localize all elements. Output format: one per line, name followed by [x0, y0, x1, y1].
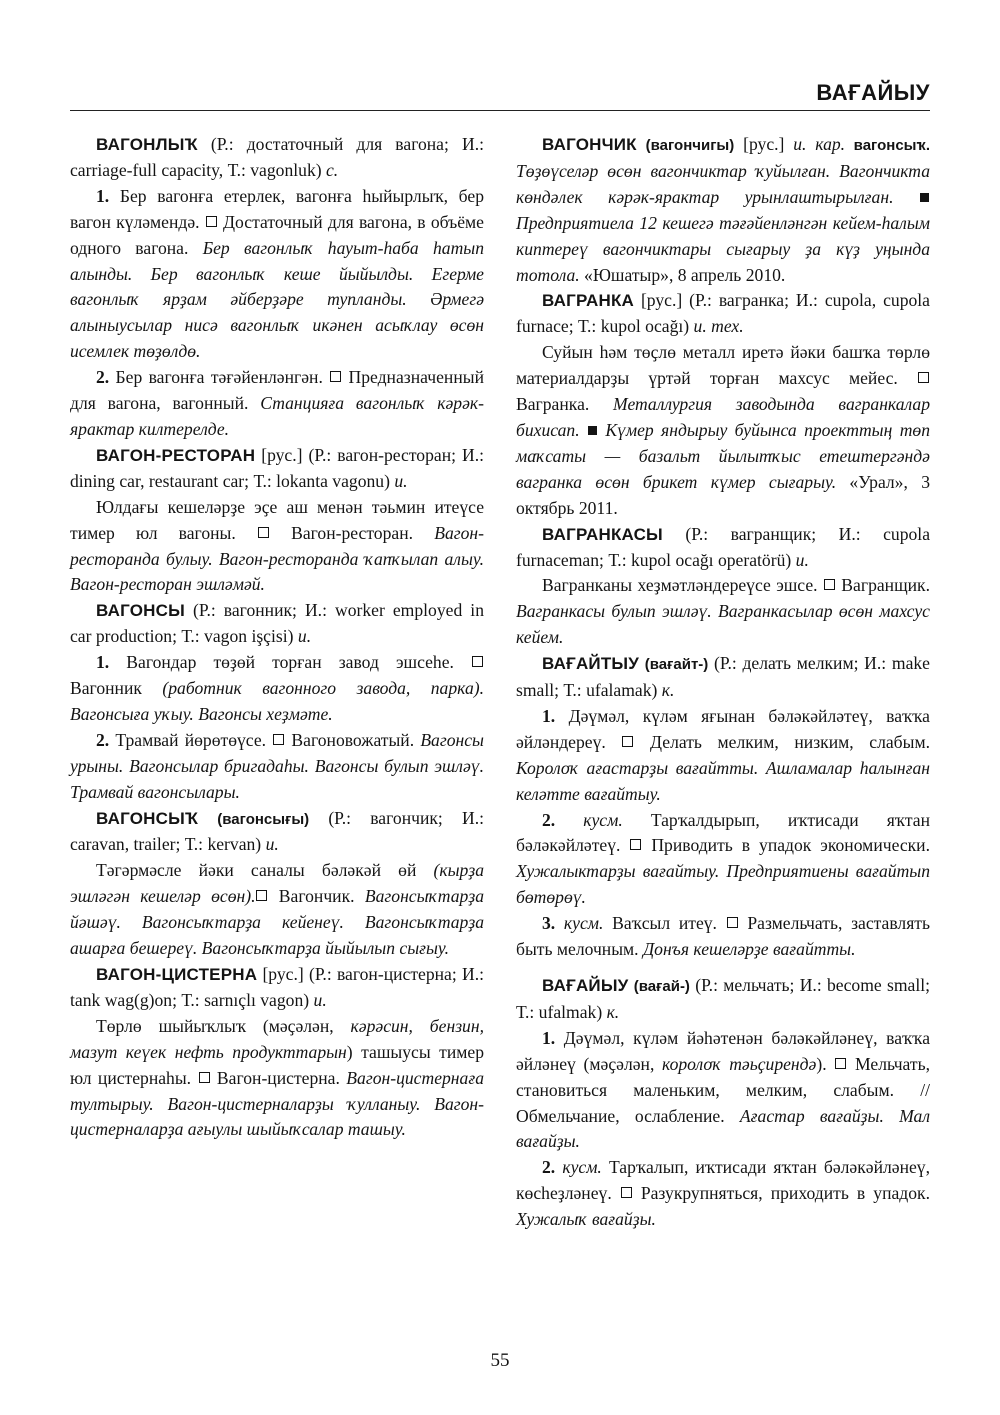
etymology: (Р.: вагончик; И.: caravan, trailer; Т.: kervan): [70, 807, 484, 855]
entry-vagranka: [516, 288, 930, 340]
headword: ВАГРАНКАСЫ: [542, 524, 663, 544]
running-head: ВАҒАЙЫУ: [816, 80, 930, 105]
definition: Бер вагонға етерлек, вагонға һыйырлыҡ, бер вагон күләмендә.: [70, 185, 484, 232]
russian-equivalent: Вагоновожатый.: [285, 729, 421, 750]
part-of-speech: к.: [606, 1001, 620, 1022]
sense-1: [516, 1026, 930, 1156]
etymology: (Р.: мельчать; И.: become small; Т.: ufalmak): [516, 975, 930, 1022]
entry-vagrankasy: [516, 522, 930, 574]
etymology: (Р.: вагонник; И.: worker employed in car production; Т.: vagon işçisi): [70, 600, 484, 647]
examples: Вагон-цистернаға тултырыу. Вагон-цистерналарҙы ҡулланыу. Вагон-цистерналарҙа ағыулы шыйыҡсалар ташыу.: [70, 1067, 484, 1140]
etymology: [рус.]: [734, 134, 794, 154]
definition: Бер вагонға тәғәйенләнгән.: [109, 367, 330, 388]
russian-equivalent: Вагранка.: [516, 394, 614, 415]
header-rule: [70, 110, 930, 111]
entry-vagonlyk: [70, 132, 484, 184]
part-of-speech: и.: [265, 834, 279, 855]
definition-paragraph: [70, 858, 484, 962]
headword: ВАГОНЛЫҠ: [96, 135, 198, 154]
headword: ВАГОНСЫ: [96, 601, 185, 621]
sense-number: 2.: [96, 729, 110, 750]
definition: Трамвай йөрөтөүсе.: [109, 729, 273, 750]
definition-paragraph: [70, 1014, 484, 1144]
etymology: (Р.: делать мелким; И.: make small; Т.: ufalamak): [516, 653, 930, 701]
definition-cont: ) ташыусы тимер юл цистернаһы.: [70, 1041, 484, 1088]
examples: (работник вагонного завода, парка). Вагонсыға уҡыу. Вагонсы хеҙмәте.: [70, 678, 484, 724]
russian-equivalent: Вагон-цистерна.: [210, 1067, 347, 1088]
right-column: [516, 132, 930, 1233]
definition: Дәүмәл, күләм яғынан бәләкәйләтеү, ваҡҡа әйләндереү.: [516, 705, 930, 752]
square-icon: [835, 1058, 846, 1069]
quotation: Предприятиела 12 кешегә тәғәйенләнгән кейем-һалым киптереү вагончиктары сығарыу ҙа күҙ уңында тотола.: [516, 212, 930, 285]
sense-number: 3.: [542, 913, 556, 934]
part-of-speech: и.: [297, 626, 312, 647]
part-of-speech: и.: [313, 989, 327, 1010]
headword: ВАГОН-ЦИСТЕРНА: [96, 965, 258, 984]
black-square-icon: [588, 426, 597, 435]
definition: Юлдағы кешеләрҙе эҫе аш менән тәьмин итеүсе тимер юл вагоны.: [70, 496, 484, 543]
headword: ВАГОН-РЕСТОРАН: [96, 445, 256, 465]
definition: Ваҡсыл итеү.: [603, 913, 726, 934]
examples: Төҙөүселәр өсөн вагончиктар ҡуйылған. Вагончикта көндәлек кәрәк-ярактар урынлаштырылған.: [516, 160, 930, 207]
sense-number: 2.: [542, 1157, 556, 1178]
sense-number: 2.: [96, 367, 110, 388]
square-icon: [630, 839, 641, 850]
sense-number: 1.: [542, 705, 556, 726]
examples: Станцияға вагонлыҡ кәрәк-ярактар килтерелде.: [70, 393, 484, 439]
russian-equivalent: Вагончик.: [268, 886, 365, 907]
sense-number: 2.: [542, 809, 556, 830]
square-icon: [273, 734, 284, 745]
definition-note: кәрәсин, бензин, мазут кеүек нефть продукттарын: [70, 1015, 484, 1062]
sense-1: [516, 704, 930, 808]
part-of-speech: и. тех.: [693, 316, 744, 337]
sense-2: [70, 365, 484, 443]
sense-1: [70, 184, 484, 365]
definition-note: королоҡ тәьҫирендә: [662, 1053, 817, 1074]
etymology: (Р.: вагранщик; И.: cupola furnaceman; Т.: kupol ocağı operatörü): [516, 523, 930, 570]
definition-paragraph: [70, 495, 484, 599]
entry-vagonchik: [516, 132, 930, 288]
russian-equivalent: Разукрупняться, приходить в упадок.: [632, 1183, 930, 1204]
etymology: [рус.] (Р.: вагранка; И.: cupola, cupola furnace; Т.: kupol ocağı): [516, 290, 930, 337]
usage-label: кусм.: [555, 809, 623, 830]
grammatical-form: (вагонсығы): [217, 810, 310, 828]
headword: ВАГОНСЫҠ: [96, 808, 199, 828]
definition: Вагранканы хеҙмәтләндереүсе эшсе.: [542, 575, 818, 596]
entry-vagonsy: [70, 598, 484, 650]
grammatical-form: (вағай-): [633, 978, 690, 995]
definition-cont: ).: [816, 1053, 835, 1074]
russian-equivalent: Вагонник: [70, 678, 163, 699]
examples: Бер вагонлыҡ һауыт-һаба һатып алынды. Бер вагонлыҡ кеше йыйылды. Егерме вагонлыҡ ярҙам әйберҙәре тупланды. Әрмегә алыныусылар нисә вагонлыҡ икәнен асыҡлау өсөн исемлек төҙөлдө.: [70, 237, 484, 362]
square-icon: [258, 527, 269, 538]
left-column: [70, 132, 484, 1143]
grammatical-form: (вағайт-): [644, 656, 709, 674]
headword: ВАГРАНКА: [542, 291, 634, 311]
sense-2: [516, 808, 930, 912]
examples: Вагранкасы булып эшләү. Вагранкасылар өсөн махсус кейем.: [516, 601, 930, 648]
headword: ВАҒАЙТЫУ: [542, 654, 640, 674]
entry-vagon-tsisterna: [70, 962, 484, 1014]
definition: Төрлө шыйыҡлыҡ (мәҫәлән,: [96, 1015, 351, 1036]
grammatical-form: (вагончигы): [645, 137, 735, 154]
sense-1: [70, 650, 484, 728]
etymology: (Р.: достаточный для вагона; И.: carriage-full capacity, Т.: vagonluk): [70, 134, 484, 180]
russian-equivalent: Вагон-ресторан.: [269, 522, 435, 543]
sense-number: 1.: [96, 652, 110, 673]
black-square-icon: [920, 193, 929, 202]
entry-vagaytyu: [516, 651, 930, 704]
square-icon: [727, 917, 738, 928]
entry-vagayyu: [516, 973, 930, 1026]
examples: Хужалыктарҙы вағайтыу. Предприятиены вағайтып бөтөрөү.: [516, 861, 930, 908]
russian-equivalent: Вагранщик.: [835, 575, 930, 596]
definition: Вагондар төҙөй торған завод эшсеһе.: [109, 652, 471, 673]
quotation-source: «Урал», 3 октябрь 2011.: [516, 471, 930, 518]
russian-equivalent: Приводить в упадок экономически.: [642, 835, 930, 856]
definition-paragraph: [516, 340, 930, 521]
definition-note: (кырҙа эшләгән кешеләр өсөн).: [70, 860, 484, 907]
sense-3: [516, 911, 930, 963]
sense-number: 1.: [96, 185, 110, 206]
examples: Ағастар вағайҙы. Мал вағайҙы.: [516, 1105, 931, 1152]
square-icon: [918, 372, 929, 383]
examples: Металлургия заводында вагранкалар бихисап.: [516, 394, 931, 440]
square-icon: [621, 1187, 632, 1198]
page-number: 55: [490, 1350, 510, 1371]
russian-equivalent: Мельчать, становиться маленьким, мелким, слабым. // Обмельчание, ослабление.: [516, 1053, 931, 1126]
square-icon: [206, 216, 217, 227]
definition: Тарҡалып, иҡтисади яҡтан бәләкәйләнеү, көсһеҙләнеү.: [516, 1157, 931, 1204]
quotation: Күмер яндырыу буйынса проекттың төп маҡсаты — базальт йылытҡыс етештергәндә вагранка өсөн брикет күмер сығарыу.: [516, 419, 930, 492]
russian-equivalent: Предназначенный для вагона, вагонный.: [70, 367, 484, 414]
examples: Вагонсыҡтарҙа йәшәү. Вагонсыҡтарҙа кейенеү. Вагонсыҡтарҙа ашарға бешереү. Вагонсыҡтарҙа йыйылып сығыу.: [70, 886, 484, 959]
part-of-speech: и. кар.: [793, 134, 846, 154]
sense-2: [516, 1155, 930, 1233]
headword: ВАГОНЧИК: [542, 135, 637, 154]
quotation-source: «Юшатыр», 8 апрель 2010.: [579, 264, 786, 285]
examples: Королоҡ ағастарҙы вағайтты. Ашламалар һалынған келәтте вағайтыу.: [516, 757, 930, 804]
square-icon: [472, 656, 483, 667]
russian-equivalent: Достаточный для вагона, в объёме одного вагона.: [70, 211, 484, 258]
sense-number: 1.: [542, 1027, 556, 1048]
etymology: [рус.] (Р.: вагон-цистерна; И.: tank wag(g)on; Т.: sarnıçlı vagon): [70, 964, 484, 1010]
examples: Вагон-ресторанда булыу. Вагон-ресторанда ҡапҡылап алыу. Вагон-ресторан эшләмәй.: [70, 522, 484, 595]
usage-label: кусм.: [555, 913, 604, 934]
headword: ВАҒАЙЫУ: [542, 976, 629, 995]
definition-paragraph: [516, 573, 930, 651]
usage-label: кусм.: [555, 1157, 602, 1178]
cross-reference: вагонсыҡ.: [845, 137, 930, 154]
entry-vagonsyk: [70, 806, 484, 859]
entry-vagon-restoran: [70, 443, 484, 495]
examples: Хужалыҡ вағайҙы.: [516, 1209, 656, 1230]
sense-2: [70, 728, 484, 806]
russian-equivalent: Размельчать, заставлять быть мелочным.: [516, 913, 931, 960]
part-of-speech: и.: [394, 470, 408, 491]
square-icon: [622, 736, 633, 747]
square-icon: [824, 579, 835, 590]
russian-equivalent: Делать мелким, низким, слабым.: [634, 731, 930, 752]
definition: Тәгәрмәсле йәки саналы бәләкәй өй: [96, 860, 434, 881]
square-icon: [330, 371, 341, 382]
part-of-speech: и.: [795, 549, 809, 570]
definition: Суйын һәм төҫлө металл иретә йәки башҡа төрлө материалдарҙы үртәй торған махсус мейес.: [516, 342, 930, 389]
square-icon: [199, 1072, 210, 1083]
definition: Тарҡалдырып, иҡтисади яҡтан бәләкәйләтеү.: [516, 809, 930, 856]
part-of-speech: к.: [661, 680, 675, 701]
etymology: [рус.] (Р.: вагон-ресторан; И.: dining car, restaurant car; Т.: lokanta vagonu): [70, 444, 484, 491]
square-icon: [256, 890, 267, 901]
part-of-speech: с.: [326, 159, 339, 180]
definition: Дәүмәл, күләм йәһәтенән бәләкәйләнеү, ваҡҡа әйләнеү (мәҫәлән,: [516, 1027, 930, 1074]
examples: Вагонсы урыны. Вагонсылар бригадаһы. Вагонсы булып эшләү. Трамвай вагонсылары.: [70, 729, 484, 802]
examples: Донъя кешеләрҙе вағайтты.: [642, 939, 856, 960]
